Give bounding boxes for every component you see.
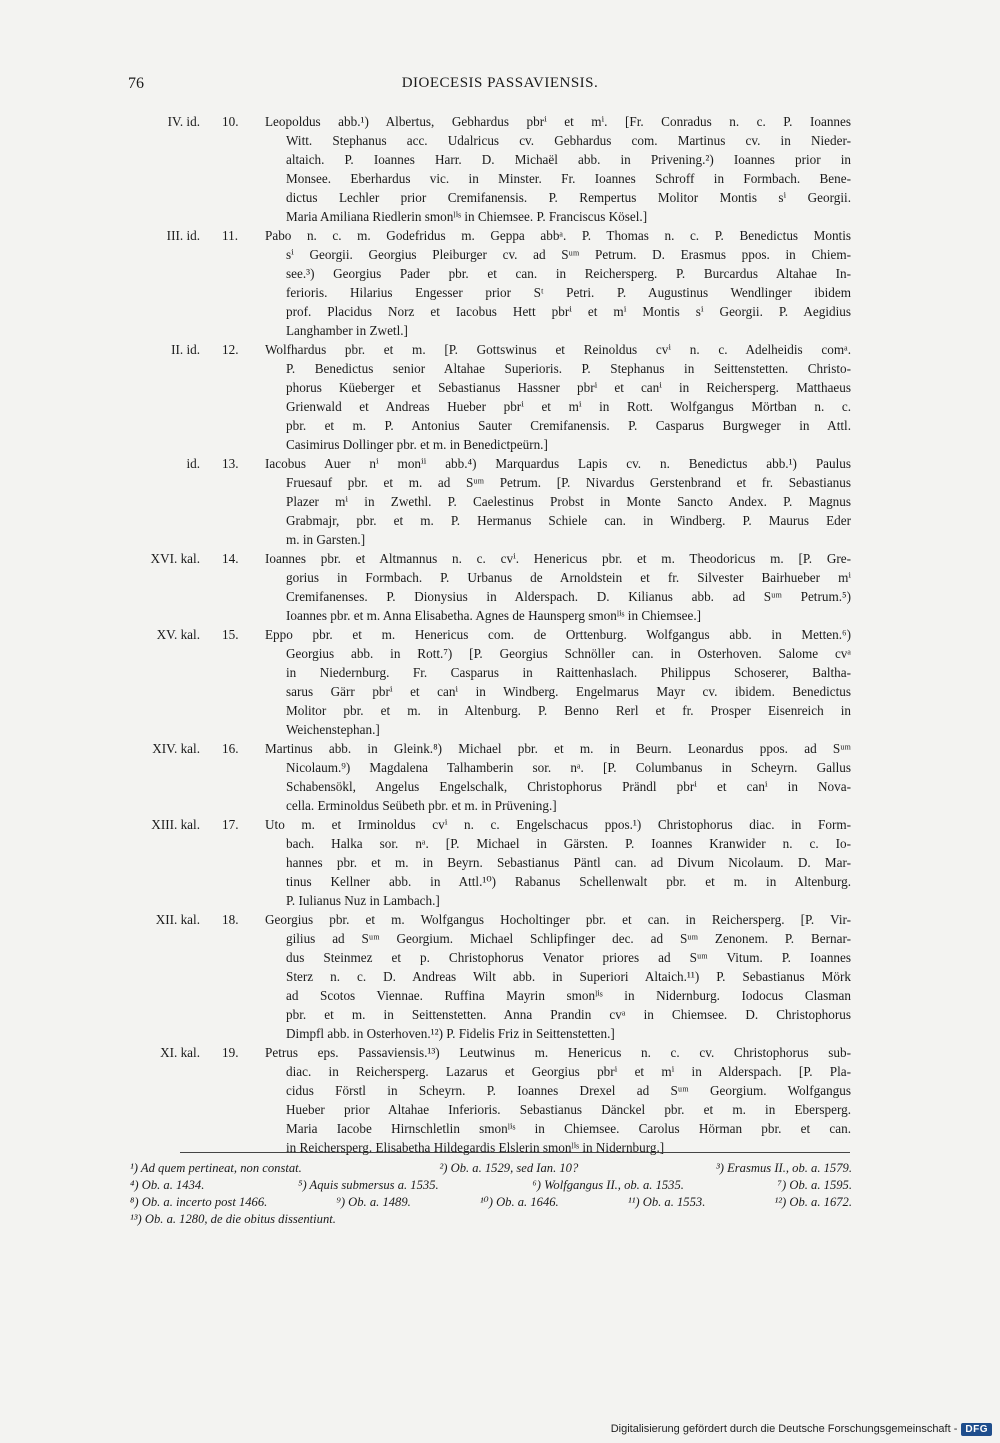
entry-line: m. in Garsten.] xyxy=(286,532,366,547)
entry-number: 11. xyxy=(222,228,238,243)
entry-line: dictus Lechler prior Cremifanensis. P. Rempertus Molitor Montis sⁱ Georgii. xyxy=(286,190,851,205)
entry-line: prof. Placidus Norz et Iacobus Hett pbrⁱ et mⁱ Montis sⁱ Georgii. P. Aegidius xyxy=(286,304,851,319)
entry-line: Eppo pbr. et m. Henericus com. de Orttenburg. Wolfgangus abb. in Metten.⁶) xyxy=(265,627,851,642)
footnote-line xyxy=(130,1177,852,1194)
entry-line: Dimpfl abb. in Osterhoven.¹²) P. Fidelis Friz in Seittenstetten.] xyxy=(286,1026,615,1041)
entry-line: Georgius abb. in Rott.⁷) [P. Georgius Schnöller can. in Osterhoven. Salome cvᵃ xyxy=(286,646,851,661)
entry-number: 17. xyxy=(222,817,239,832)
footnote: ⁶) Wolfgangus II., ob. a. 1535. xyxy=(532,1178,684,1192)
entry-line: Leopoldus abb.¹) Albertus, Gebhardus pbrⁱ et mⁱ. [Fr. Conradus n. c. P. Ioannes xyxy=(265,114,851,129)
footnote: ¹⁰) Ob. a. 1646. xyxy=(479,1195,559,1209)
entry-line: see.³) Georgius Pader pbr. et can. in Reichersperg. P. Burcardus Altahae In- xyxy=(286,266,851,281)
footnote: ²) Ob. a. 1529, sed Ian. 10? xyxy=(439,1161,579,1175)
entry-text xyxy=(265,340,851,454)
entry-date: IV. id. xyxy=(167,114,200,129)
entry-line: bach. Halka sor. nᵃ. [P. Michael in Gärsten. P. Ioannes Kranwider n. c. Io- xyxy=(286,836,851,851)
entry-line: Plazer mⁱ in Zwethl. P. Caelestinus Probst in Monte Sancto Andex. P. Magnus xyxy=(286,494,851,509)
running-title: DIOECESIS PASSAVIENSIS. xyxy=(401,75,599,91)
entry-line: Maria Amiliana Riedlerin smonˡⁱˢ in Chiemsee. P. Franciscus Kösel.] xyxy=(286,209,648,224)
entry-line: sarus Gärr pbrⁱ et canⁱ in Windberg. Engelmarus Mayr cv. ibidem. Benedictus xyxy=(286,684,851,699)
entry-line: Grienwald et Andreas Hueber pbrⁱ et mⁱ in Rott. Wolfgangus Mörtban n. c. xyxy=(286,399,851,414)
entry xyxy=(0,112,1000,226)
entry-line: gilius ad Sᵘᵐ Georgium. Michael Schlipfinger dec. ad Sᵘᵐ Zenonem. P. Bernar- xyxy=(286,931,851,946)
entry-number: 10. xyxy=(222,114,239,129)
entry-line: Monsee. Eberhardus vic. in Minster. Fr. Ioannes Schroff in Formbach. Bene- xyxy=(286,171,851,186)
entry-text xyxy=(265,226,851,340)
entry xyxy=(0,340,1000,454)
footnote: ⁵) Aquis submersus a. 1535. xyxy=(298,1178,439,1192)
entry-line: diac. in Reichersperg. Lazarus et Georgius pbrⁱ et mⁱ in Alderspach. [P. Pla- xyxy=(286,1064,851,1079)
entry-line: pbr. et m. in Seittenstetten. Anna Prandin cvᵃ in Chiemsee. D. Christophorus xyxy=(286,1007,851,1022)
entry-date: XII. kal. xyxy=(155,912,200,927)
entry-line: phorus Küeberger et Sebastianus Hassner pbrⁱ et canⁱ in Reichersperg. Matthaeus xyxy=(286,380,851,395)
entry-number: 16. xyxy=(222,741,239,756)
footnotes xyxy=(130,1160,852,1228)
entry-text xyxy=(265,815,851,910)
entry-line: P. Iulianus Nuz in Lambach.] xyxy=(286,893,440,908)
entry-line: ferioris. Hilarius Engesser prior Sᵗ Petri. P. Augustinus Wendlinger ibidem xyxy=(286,285,851,300)
entry-number: 19. xyxy=(222,1045,239,1060)
entry xyxy=(0,910,1000,1043)
dfg-logo: DFG xyxy=(961,1423,992,1436)
entry-date: XV. kal. xyxy=(156,627,200,642)
footnote-line xyxy=(130,1194,852,1211)
entry-line: Ioannes pbr. et Altmannus n. c. cvⁱ. Henericus pbr. et m. Theodoricus m. [P. Gre- xyxy=(265,551,851,566)
entry-line: Molitor pbr. et m. in Altenburg. P. Benno Rerl et fr. Prosper Eisenreich in xyxy=(286,703,851,718)
entry-line: cella. Erminoldus Seübeth pbr. et m. in Prüvening.] xyxy=(286,798,557,813)
entry-number: 14. xyxy=(222,551,239,566)
entry xyxy=(0,815,1000,910)
footnote-line xyxy=(130,1160,852,1177)
entry-text xyxy=(265,910,851,1043)
entry-text xyxy=(265,625,851,739)
footnote: ⁷) Ob. a. 1595. xyxy=(777,1178,852,1192)
entry-line: Grabmajr, pbr. et m. P. Hermanus Schiele can. in Windberg. P. Maurus Eder xyxy=(286,513,851,528)
entry-line: Pabo n. c. m. Godefridus m. Geppa abbᵃ. P. Thomas n. c. P. Benedictus Montis xyxy=(265,228,851,243)
entry-line: altaich. P. Ioannes Harr. D. Michaël abb. in Privening.²) Ioannes prior in xyxy=(286,152,851,167)
entry-line: Fruesauf pbr. et m. ad Sᵘᵐ Petrum. [P. Nivardus Gerstenbrand et fr. Sebastianus xyxy=(286,475,851,490)
entry-line: dus Steinmez et p. Christophorus Venator priores ad Sᵘᵐ Vitum. P. Ioannes xyxy=(286,950,851,965)
entry-line: Georgius pbr. et m. Wolfgangus Hocholtinger pbr. et can. in Reichersperg. [P. Vir- xyxy=(265,912,851,927)
footnote: ⁴) Ob. a. 1434. xyxy=(130,1178,205,1192)
entry-line: gorius in Formbach. P. Urbanus de Arnoldstein et fr. Silvester Bairhueber mⁱ xyxy=(286,570,851,585)
footnote: ¹) Ad quem pertineat, non constat. xyxy=(130,1161,302,1175)
entry-line: in Reichersperg. Elisabetha Hildegardis Elslerin smonˡⁱˢ in Nidernburg.] xyxy=(286,1140,665,1155)
entry-line: in Niedernburg. Fr. Casparus in Raittenhaslach. Philippus Schoserer, Baltha- xyxy=(286,665,851,680)
entry xyxy=(0,625,1000,739)
digitization-credit xyxy=(611,1421,992,1437)
entry-date: XIV. kal. xyxy=(152,741,200,756)
entry-line: Maria Iacobe Hirnschletlin smonˡⁱˢ in Chiemsee. Carolus Hörman pbr. et can. xyxy=(286,1121,851,1136)
entry-line: ad Scotos Viennae. Ruffina Mayrin smonˡⁱˢ in Nidernburg. Iodocus Clasman xyxy=(286,988,851,1003)
entry-line: Martinus abb. in Gleink.⁸) Michael pbr. et m. in Beurn. Leonardus ppos. ad Sᵘᵐ xyxy=(265,741,851,756)
entry xyxy=(0,739,1000,815)
entry-line: Sterz n. c. D. Andreas Wilt abb. in Superiori Altaich.¹¹) P. Sebastianus Mörk xyxy=(286,969,851,984)
entry-line: Schabensökl, Angelus Engelschalk, Christophorus Prändl pbrⁱ et canⁱ in Nova- xyxy=(286,779,851,794)
footnote: ⁹) Ob. a. 1489. xyxy=(336,1195,411,1209)
necrology-entries xyxy=(0,112,1000,1157)
footnote: ¹²) Ob. a. 1672. xyxy=(774,1195,852,1209)
entry-number: 13. xyxy=(222,456,239,471)
entry-line: cidus Förstl in Scheyrn. P. Ioannes Drexel ad Sᵘᵐ Georgium. Wolfgangus xyxy=(286,1083,851,1098)
entry xyxy=(0,226,1000,340)
entry-date: id. xyxy=(186,456,200,471)
entry-text xyxy=(265,112,851,226)
entry-line: P. Benedictus senior Altahae Superioris. P. Stephanus in Seittenstetten. Christo- xyxy=(286,361,851,376)
credit-text: Digitalisierung gefördert durch die Deutsche Forschungsgemeinschaft - xyxy=(610,1423,958,1435)
entry-line: Hueber prior Altahae Inferioris. Sebastianus Dänckel pbr. et m. in Ebersperg. xyxy=(286,1102,851,1117)
footnote: ⁸) Ob. a. incerto post 1466. xyxy=(130,1195,268,1209)
entry-line: Petrus eps. Passaviensis.¹³) Leutwinus m. Henericus n. c. cv. Christophorus sub- xyxy=(265,1045,851,1060)
entry-date: III. id. xyxy=(166,228,200,243)
footnote: ¹³) Ob. a. 1280, de die obitus dissentiunt. xyxy=(130,1212,336,1226)
entry-line: Witt. Stephanus acc. Udalricus cv. Gebhardus com. Martinus cv. in Nieder- xyxy=(286,133,851,148)
entry-number: 15. xyxy=(222,627,239,642)
entry-line: Uto m. et Irminoldus cvⁱ n. c. Engelschacus ppos.¹) Christophorus diac. in Form- xyxy=(265,817,851,832)
entry-line: Iacobus Auer nⁱ monⁱⁱ abb.⁴) Marquardus Lapis cv. n. Benedictus abb.¹) Paulus xyxy=(265,456,851,471)
footnote: ³) Erasmus II., ob. a. 1579. xyxy=(715,1161,852,1175)
entry-number: 18. xyxy=(222,912,239,927)
entry-line: Cremifanenses. P. Dionysius in Alderspach. D. Kilianus abb. ad Sᵘᵐ Petrum.⁵) xyxy=(286,589,851,604)
entry-date: XI. kal. xyxy=(160,1045,200,1060)
footnote-rule xyxy=(180,1152,850,1154)
entry-line: tinus Kellner abb. in Attl.¹⁰) Rabanus Schellenwalt pbr. et m. in Altenburg. xyxy=(286,874,851,889)
entry-line: Wolfhardus pbr. et m. [P. Gottswinus et Reinoldus cvⁱ n. c. Adelheidis comᵃ. xyxy=(265,342,851,357)
entry-date: II. id. xyxy=(171,342,200,357)
page-number: 76 xyxy=(128,75,144,92)
entry xyxy=(0,1043,1000,1157)
entry-line: Nicolaum.⁹) Magdalena Talhamberin sor. nᵃ. [P. Columbanus in Scheyrn. Gallus xyxy=(286,760,851,775)
entry-text xyxy=(265,549,851,625)
footnote-line xyxy=(130,1211,852,1228)
entry-date: XVI. kal. xyxy=(150,551,200,566)
entry-line: hannes pbr. et m. in Beyrn. Sebastianus Päntl can. ad Divum Nicolaum. D. Mar- xyxy=(286,855,851,870)
entry-line: sⁱ Georgii. Georgius Pleiburger cv. ad Sᵘᵐ Petrum. D. Erasmus ppos. in Chiem- xyxy=(286,247,851,262)
entry-line: Casimirus Dollinger pbr. et m. in Benedictpeürn.] xyxy=(286,437,548,452)
footnote: ¹¹) Ob. a. 1553. xyxy=(627,1195,706,1209)
entry-line: Weichenstephan.] xyxy=(286,722,380,737)
entry-number: 12. xyxy=(222,342,239,357)
entry xyxy=(0,549,1000,625)
entry-line: Ioannes pbr. et m. Anna Elisabetha. Agnes de Haunsperg smonˡⁱˢ in Chiemsee.] xyxy=(286,608,702,623)
entry-text xyxy=(265,454,851,549)
entry xyxy=(0,454,1000,549)
entry-text xyxy=(265,1043,851,1157)
entry-text xyxy=(265,739,851,815)
entry-line: pbr. et m. P. Antonius Sauter Cremifanensis. P. Casparus Burgweger in Attl. xyxy=(286,418,851,433)
entry-line: Langhamber in Zwetl.] xyxy=(286,323,408,338)
entry-date: XIII. kal. xyxy=(151,817,200,832)
